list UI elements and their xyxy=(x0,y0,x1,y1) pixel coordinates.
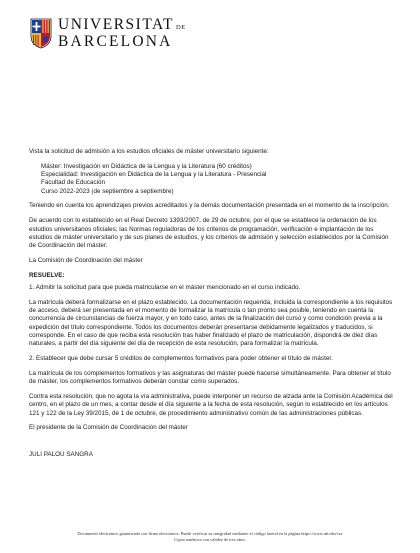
university-name-line1: UNIVERSITAT xyxy=(58,16,175,33)
program-line: Curso 2022-2023 (de septiembre a septiembre) xyxy=(41,187,174,195)
footer-line: Documento electrónico garantizado con firma electrónica. Puede verificar su integridad mediante el código lateral en la página https://www.ub.edu/csv xyxy=(77,531,343,536)
verification-footer xyxy=(40,531,380,542)
paragraph: De acuerdo con lo establecido en el Real Decreto 1393/2007, de 29 de octubre, por el que se establece la ordenación de los estudios universitarios oficiales; las Normas reguladoras de los criterios de programación, verificación e implantación de los estudios de máster universitario y de sus planes de estudios, y los criterios de admisión y selección establecidos por la Comisión de Coordinación del máster. xyxy=(29,217,389,250)
program-line: Facultad de Educación xyxy=(41,179,106,187)
program-details xyxy=(29,163,393,196)
footer-line: Copia auténtica con validez de tres años. xyxy=(174,536,246,542)
resuelve-heading: RESUELVE: xyxy=(29,271,65,279)
university-name-de: DE xyxy=(176,24,186,31)
paragraph: Contra esta resolución, que no agota la vía administrativa, puede interponer un recurso de alzada ante la Comisión Académica del centro, en el plazo de un mes, a contar desde el día siguiente a la fecha de esta resolución, según lo establecido en los artículos 121 y 122 de la Ley 39/2015, de 1 de octubre, de procedimiento administrativo común de las administraciones públicas. xyxy=(29,393,393,417)
paragraph: 2. Establecer que debe cursar 5 créditos de complementos formativos para poder obtener el título de máster. xyxy=(29,355,333,363)
paragraph: 1. Admitir la solicitud para que pueda matricularse en el máster mencionado en el curso indicado. xyxy=(29,284,301,292)
paragraph: La matrícula deberá formalizarse en el plazo establecido. La documentación requerida, incluida la correspondiente a los requisitos de acceso, deberá ser presentada en el momento de formalizar la matrícula o tan pronto sea posible, teniendo en cuenta la concurrencia de circunstancias de fuerza mayor, y en todo caso, antes de la finalización del curso y como condición previa a la expedición del título correspondiente. Todos los documentos deberán presentarse debidamente legalizados y traducidos, si corresponde. En el caso de que reciba esta resolución tras haber finalizado el plazo de matriculación, dispondrá de diez días naturales, a partir del día siguiente del día de recepción de esta resolución, para formalizar la matrícula. xyxy=(29,298,393,348)
paragraph: Teniendo en cuenta los aprendizajes previos acreditados y la demás documentación presentada en el momento de la inscripción. xyxy=(29,202,390,210)
paragraph: El presidente de la Comisión de Coordinación del máster xyxy=(29,424,188,432)
paragraph: La matrícula de los complementos formativos y las asignaturas del máster puede hacerse simultáneamente. Para obtener el título de máster, los complementos formativos deberán constar como superados. xyxy=(29,369,391,386)
paragraph: La Comisión de Coordinación del máster xyxy=(29,256,143,264)
intro-paragraph: Vista la solicitud de admisión a los estudios oficiales de máster universitario siguiente: xyxy=(29,148,269,155)
letterhead xyxy=(30,14,186,52)
program-line: Especialidad: Investigación en Didáctica de la Lengua y la Literatura - Presencial xyxy=(41,171,267,179)
signer-name: JULI PALOU SANGRA xyxy=(29,450,93,458)
university-name xyxy=(58,17,186,49)
university-name-line2: BARCELONA xyxy=(58,32,173,50)
program-line: Máster: Investigación en Didáctica de la Lengua y la Literatura (60 créditos) xyxy=(41,162,252,170)
document-body xyxy=(29,148,393,466)
university-seal-icon xyxy=(30,18,52,49)
